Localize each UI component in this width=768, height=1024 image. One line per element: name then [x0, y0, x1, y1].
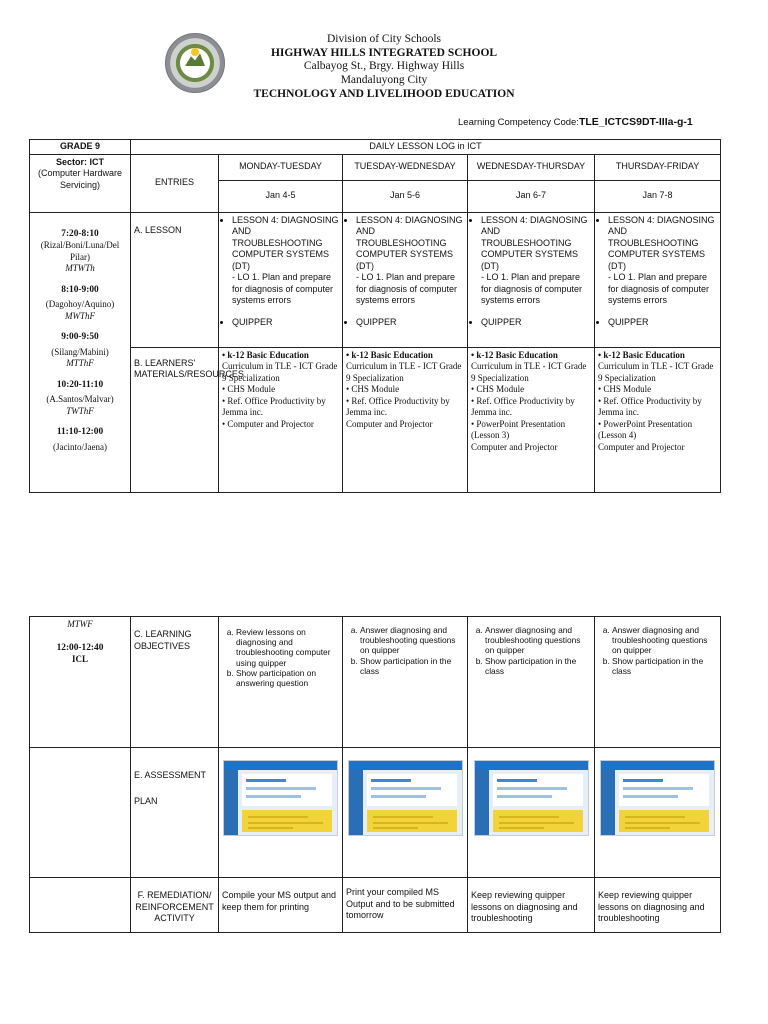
lesson-title: • LESSON 4: DIAGNOSING AND TROUBLESHOOTING COMPUTER SYSTEMS (DT) — [356, 215, 464, 273]
remediation-cell: Print your compiled MS Output and to be submitted tomorrow — [343, 878, 468, 933]
objectives-cell — [595, 617, 721, 748]
schedule-days: MTWF — [67, 619, 93, 629]
materials-ppt: • PowerPoint Presentation (Lesson 4) — [598, 418, 693, 440]
assessment-label-1: E. ASSESSMENT — [134, 770, 207, 780]
school-city: Mandaluyong City — [340, 74, 428, 86]
materials-ref: • Ref. Office Productivity by Jemma inc. — [471, 395, 575, 417]
lesson-quipper: • QUIPPER — [481, 317, 591, 329]
schedule-section: (Rizal/Boni/Luna/Del Pilar) — [40, 240, 120, 262]
day-header: TUESDAY-WEDNESDAY — [343, 154, 468, 180]
assessment-label — [131, 748, 219, 878]
schedule-time: 9:00-9:50 — [61, 332, 99, 342]
log-title: DAILY LESSON LOG in ICT — [131, 140, 721, 155]
lesson-lo: - LO 1. Plan and prepare for diagnosis of computer systems errors — [608, 272, 710, 305]
school-name: HIGHWAY HILLS INTEGRATED SCHOOL — [270, 47, 498, 59]
assessment-cell — [468, 748, 595, 878]
lesson-title: • LESSON 4: DIAGNOSING AND TROUBLESHOOTING COMPUTER SYSTEMS (DT) — [481, 215, 591, 273]
schedule-section: (Silang/Mabini) — [51, 346, 109, 357]
objectives-cell — [468, 617, 595, 748]
entries-header: ENTRIES — [131, 154, 219, 212]
day-header: THURSDAY-FRIDAY — [595, 154, 721, 180]
sector-sub: (Computer Hardware Servicing) — [37, 168, 123, 190]
materials-cell — [468, 347, 595, 492]
materials-chs: • CHS Module — [346, 384, 400, 394]
materials-computer: Computer and Projector — [598, 441, 685, 452]
sector-label: Sector: ICT — [55, 156, 104, 167]
materials-k12: • k-12 Basic Education — [346, 349, 433, 360]
date-cell: Jan 4-5 — [219, 180, 343, 212]
objective-item: b. Show participation in the class — [485, 656, 591, 676]
lesson-title: • LESSON 4: DIAGNOSING AND TROUBLESHOOTING COMPUTER SYSTEMS (DT) — [232, 215, 339, 273]
materials-curriculum: Curriculum in TLE - ICT Grade 9 Specialization — [598, 361, 714, 383]
materials-cell — [219, 347, 343, 492]
date-cell: Jan 5-6 — [343, 180, 468, 212]
grade-cell: GRADE 9 — [30, 140, 131, 155]
schedule-empty — [30, 878, 131, 933]
materials-curriculum: Curriculum in TLE - ICT Grade 9 Specialization — [222, 361, 338, 383]
schedule-cell — [30, 212, 131, 492]
lesson-quipper: • QUIPPER — [356, 317, 464, 329]
materials-computer: • Computer and Projector — [222, 418, 314, 429]
assessment-cell — [595, 748, 721, 878]
remediation-cell: Keep reviewing quipper lessons on diagnosing and troubleshooting — [468, 878, 595, 933]
department-name: TECHNOLOGY AND LIVELIHOOD EDUCATION — [253, 88, 515, 100]
school-address: Calbayog St., Brgy. Highway Hills — [303, 60, 465, 72]
day-header: MONDAY-TUESDAY — [219, 154, 343, 180]
schedule-time: 8:10-9:00 — [61, 284, 99, 295]
schedule-time: 10:20-11:10 — [56, 379, 104, 390]
materials-k12: • k-12 Basic Education — [471, 349, 558, 360]
quipper-screenshot — [600, 760, 715, 836]
objective-item: a. Answer diagnosing and troubleshooting questions on quipper — [612, 625, 717, 656]
materials-cell — [595, 347, 721, 492]
materials-ref: • Ref. Office Productivity by Jemma inc. — [346, 395, 450, 417]
materials-ref: • Ref. Office Productivity by Jemma inc. — [222, 395, 326, 417]
assessment-label-2: PLAN — [134, 795, 158, 806]
date-cell: Jan 6-7 — [468, 180, 595, 212]
competency-label: Learning Competency Code: — [458, 117, 579, 128]
materials-chs: • CHS Module — [222, 384, 276, 394]
objectives-cell — [219, 617, 343, 748]
remediation-label: F. REMEDIATION/ REINFORCEMENT ACTIVITY — [131, 878, 219, 933]
quipper-screenshot — [348, 760, 463, 836]
objective-item: b. Show participation on answering question — [236, 668, 339, 688]
competency-code-line — [458, 116, 693, 128]
lesson-cell — [219, 212, 343, 347]
materials-ppt: • PowerPoint Presentation (Lesson 3) — [471, 418, 566, 440]
lesson-log-table-2 — [29, 616, 721, 933]
objective-item: a. Answer diagnosing and troubleshooting questions on quipper — [360, 625, 464, 656]
assessment-cell — [343, 748, 468, 878]
quipper-screenshot — [474, 760, 589, 836]
schedule-days: MTThF — [66, 358, 94, 368]
schedule-cell-2 — [30, 617, 131, 748]
materials-cell — [343, 347, 468, 492]
competency-code: TLE_ICTCS9DT-IIIa-g-1 — [578, 116, 693, 128]
remediation-cell: Compile your MS output and keep them for printing — [219, 878, 343, 933]
schedule-time: 12:00-12:40 — [56, 642, 104, 653]
schedule-time: 7:20-8:10 — [61, 228, 99, 239]
sector-cell — [30, 154, 131, 212]
materials-k12: • k-12 Basic Education — [222, 349, 309, 360]
schedule-days: MTWTh — [65, 263, 95, 273]
objective-item: b. Show participation in the class — [360, 656, 464, 676]
materials-curriculum: Curriculum in TLE - ICT Grade 9 Specialization — [471, 361, 587, 383]
objective-item: b. Show participation in the class — [612, 656, 717, 676]
date-cell: Jan 7-8 — [595, 180, 721, 212]
schedule-section: ICL — [71, 654, 88, 664]
lesson-log-table-1 — [29, 139, 721, 493]
lesson-lo: - LO 1. Plan and prepare for diagnosis of computer systems errors — [481, 272, 583, 305]
remediation-cell: Keep reviewing quipper lessons on diagnosing and troubleshooting — [595, 878, 721, 933]
materials-curriculum: Curriculum in TLE - ICT Grade 9 Specialization — [346, 361, 462, 383]
objectives-label: C. LEARNING OBJECTIVES — [131, 617, 219, 748]
materials-chs: • CHS Module — [598, 384, 652, 394]
objective-item: a. Review lessons on diagnosing and troubleshooting computer using quipper — [236, 627, 339, 668]
quipper-screenshot — [223, 760, 338, 836]
schedule-days: MWThF — [65, 310, 95, 321]
lesson-lo: - LO 1. Plan and prepare for diagnosis of computer systems errors — [232, 272, 334, 305]
materials-label: B. LEARNERS' MATERIALS/RESOURCES — [131, 347, 219, 492]
materials-ref: • Ref. Office Productivity by Jemma inc. — [598, 395, 702, 417]
schedule-days: TWThF — [66, 405, 94, 416]
lesson-label: A. LESSON — [131, 212, 219, 347]
schedule-time: 11:10-12:00 — [56, 427, 104, 437]
division-name: Division of City Schools — [326, 33, 442, 45]
lesson-title: • LESSON 4: DIAGNOSING AND TROUBLESHOOTING COMPUTER SYSTEMS (DT) — [608, 215, 717, 273]
materials-computer: Computer and Projector — [346, 418, 433, 429]
schedule-empty — [30, 748, 131, 878]
schedule-section: (Jacinto/Jaena) — [53, 441, 107, 452]
lesson-cell — [595, 212, 721, 347]
lesson-lo: - LO 1. Plan and prepare for diagnosis of computer systems errors — [356, 272, 458, 305]
assessment-cell — [219, 748, 343, 878]
materials-chs: • CHS Module — [471, 384, 525, 394]
objectives-cell — [343, 617, 468, 748]
schedule-section: (Dagohoy/Aquino) — [45, 299, 115, 309]
lesson-quipper: • QUIPPER — [608, 317, 717, 329]
lesson-cell — [468, 212, 595, 347]
schedule-section: (A.Santos/Malvar) — [46, 394, 114, 404]
lesson-cell — [343, 212, 468, 347]
lesson-quipper: • QUIPPER — [232, 317, 339, 329]
materials-k12: • k-12 Basic Education — [598, 349, 685, 360]
materials-computer: Computer and Projector — [471, 441, 558, 452]
day-header: WEDNESDAY-THURSDAY — [468, 154, 595, 180]
objective-item: a. Answer diagnosing and troubleshooting questions on quipper — [485, 625, 591, 656]
